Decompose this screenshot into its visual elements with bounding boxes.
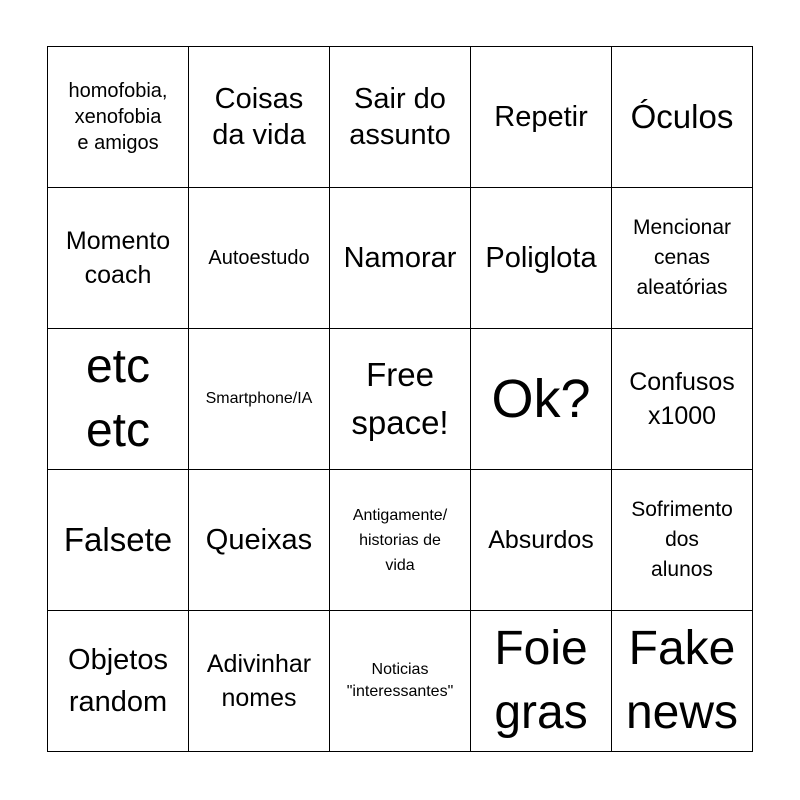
free-space-cell[interactable] (330, 329, 471, 470)
bingo-board (47, 46, 753, 752)
bingo-cell[interactable] (189, 611, 330, 752)
bingo-cell[interactable] (189, 470, 330, 611)
bingo-cell[interactable] (189, 329, 330, 470)
cell-label: Autoestudo (208, 247, 310, 269)
bingo-cell[interactable] (330, 47, 471, 188)
bingo-cell[interactable] (48, 47, 189, 188)
cell-label: Confusos x1000 (629, 368, 735, 430)
bingo-cell[interactable] (612, 188, 753, 329)
cell-label: Namorar (343, 242, 457, 274)
cell-label: Foie gras (494, 622, 588, 739)
cell-label: Mencionar cenas aleatórias (632, 216, 732, 299)
cell-label: Sair do assunto (349, 83, 451, 151)
cell-label: Adivinhar nomes (206, 650, 312, 712)
cell-label: Falsete (63, 521, 173, 558)
cell-label: Objetos random (68, 644, 168, 718)
bingo-cell[interactable] (330, 611, 471, 752)
bingo-cell[interactable] (612, 611, 753, 752)
cell-label: etc etc (85, 340, 151, 457)
bingo-cell[interactable] (189, 47, 330, 188)
bingo-cell[interactable] (330, 470, 471, 611)
cell-label: Ok? (491, 369, 591, 429)
bingo-cell[interactable] (48, 329, 189, 470)
bingo-cell[interactable] (612, 470, 753, 611)
cell-label: Antigamente/ historias de vida (352, 506, 448, 574)
cell-label: Poliglota (485, 242, 597, 274)
cell-label: Absurdos (488, 526, 594, 554)
bingo-cell[interactable] (471, 47, 612, 188)
bingo-cell[interactable] (330, 188, 471, 329)
bingo-cell[interactable] (471, 188, 612, 329)
bingo-cell[interactable] (48, 611, 189, 752)
bingo-cell[interactable] (471, 329, 612, 470)
bingo-cell[interactable] (471, 611, 612, 752)
cell-label: Óculos (630, 98, 734, 135)
bingo-cell[interactable] (48, 188, 189, 329)
cell-label: Fake news (625, 622, 739, 739)
cell-label: Sofrimento dos alunos (631, 498, 733, 581)
cell-label: Repetir (494, 101, 588, 133)
cell-label: Smartphone/IA (205, 390, 313, 407)
cell-label: Queixas (205, 524, 313, 556)
bingo-cell[interactable] (48, 470, 189, 611)
cell-label: Coisas da vida (212, 83, 306, 151)
cell-label: Momento coach (65, 227, 171, 289)
bingo-cell[interactable] (612, 329, 753, 470)
bingo-cell[interactable] (471, 470, 612, 611)
cell-label: Free space! (351, 356, 449, 441)
bingo-cell[interactable] (612, 47, 753, 188)
cell-label: Noticias "interessantes" (346, 661, 454, 700)
bingo-cell[interactable] (189, 188, 330, 329)
cell-label: homofobia, xenofobia e amigos (68, 80, 168, 154)
